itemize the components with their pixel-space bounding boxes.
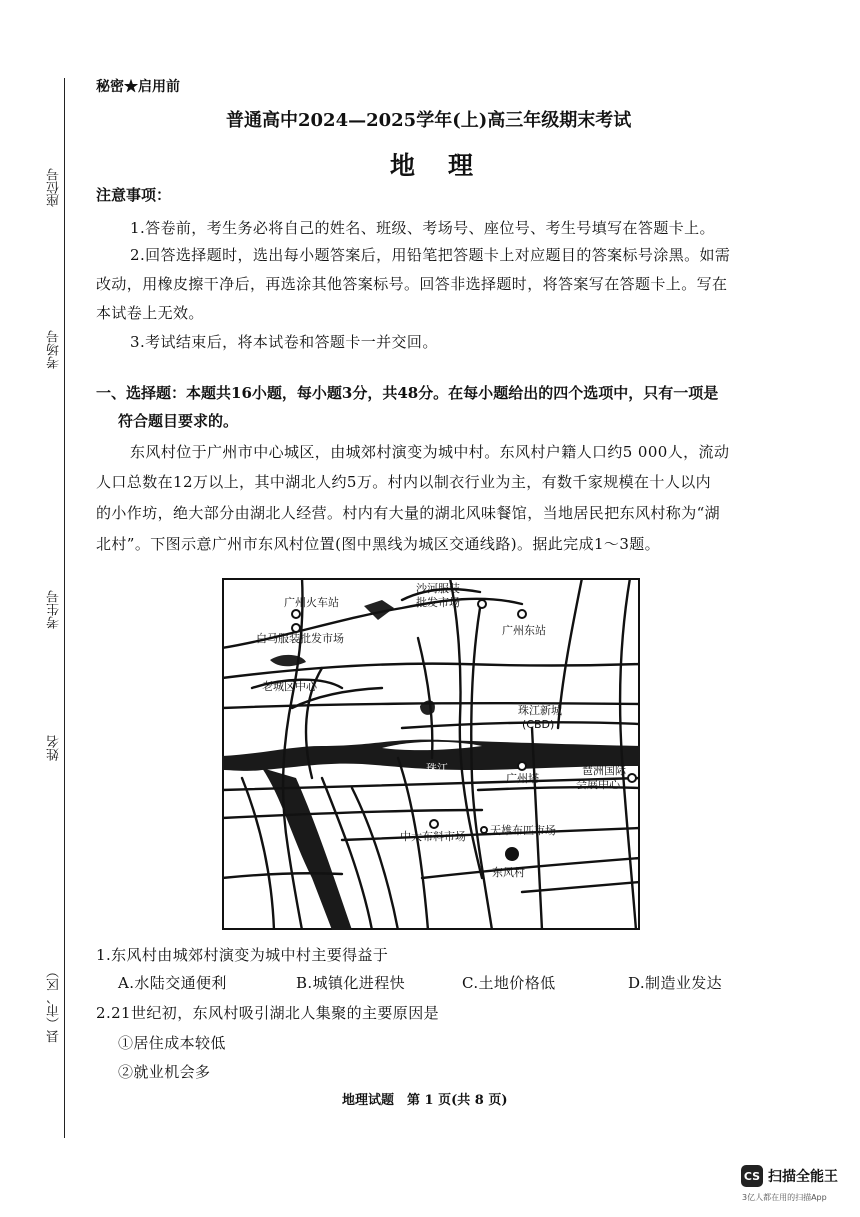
- label-zhongda-market: 中大布料市场: [400, 830, 466, 843]
- pazhou-center-point: [628, 774, 636, 782]
- passage-line-3: 的小作坊，绝大部分由湖北人经营。村内有大量的湖北风味餐馆，当地居民把东风村称为“湖: [96, 504, 721, 522]
- exam-title: 普通高中2024—2025学年(上)高三年级期末考试: [226, 110, 632, 131]
- camscanner-brand: 扫描全能王: [768, 1169, 838, 1185]
- label-old-city-center: 老城区中心: [262, 680, 317, 693]
- dongfeng-village-map: [222, 578, 640, 930]
- section-title-line-1: 一、选择题：本题共16小题，每小题3分，共48分。在每小题给出的四个选项中，只有一项是: [96, 384, 719, 402]
- label-guangzhou-station: 广州火车站: [284, 596, 339, 609]
- label-cbd: (CBD): [522, 718, 555, 731]
- label-canton-tower: 广州塔: [506, 772, 539, 785]
- question-1-option-d[interactable]: D.制造业发达: [628, 974, 723, 992]
- section-title-line-2: 符合题目要求的。: [118, 412, 239, 430]
- label-dongfeng-village: 东风村: [492, 866, 525, 879]
- question-1-option-b[interactable]: B.城镇化进程快: [296, 974, 405, 992]
- county-label: 县（市、区）: [47, 965, 62, 1043]
- note-item-2-line-3: 本试卷上无效。: [96, 304, 204, 322]
- question-1-option-a[interactable]: A.水陆交通便利: [118, 974, 227, 992]
- passage-line-4: 北村”。下图示意广州市东风村位置(图中黑线为城区交通线路)。据此完成1～3题。: [96, 535, 661, 553]
- confidential-mark: 秘密★启用前: [96, 79, 180, 95]
- label-zhujiang-new-city: 珠江新城: [518, 704, 562, 717]
- note-item-2-line-1: 2.回答选择题时，选出每小题答案后，用铅笔把答题卡上对应题目的答案标号涂黑。如需: [130, 246, 731, 264]
- label-guangzhou-east: 广州东站: [502, 624, 546, 637]
- note-item-2-line-2: 改动，用橡皮擦干净后，再选涂其他答案标号。回答非选择题时，将答案写在答题卡上。写在: [96, 275, 728, 293]
- binding-line: [64, 78, 65, 1138]
- passage-line-2: 人口总数在12万以上，其中湖北人约5万。村内以制衣行业为主，有数千家规模在十人以内: [96, 473, 712, 491]
- question-2-item-2: ②就业机会多: [118, 1063, 211, 1081]
- canton-tower-point: [518, 762, 526, 770]
- label-pearl-river: 珠江: [426, 762, 448, 775]
- question-2-stem: 2.21世纪初，东风村吸引湖北人集聚的主要原因是: [96, 1004, 440, 1022]
- subject-title: 地 理: [390, 151, 478, 180]
- tianxiong-market-point: [481, 827, 487, 833]
- seat-number-label: 座位号: [47, 168, 62, 207]
- label-baima-market: 白马服装批发市场: [256, 632, 344, 645]
- name-label: 姓名: [47, 735, 62, 761]
- label-tianxiong-market: 天雄布匹市场: [490, 824, 556, 837]
- guangzhou-east-point: [518, 610, 526, 618]
- label-shahe-line-2: 批发市场: [416, 596, 460, 609]
- label-shahe-line-1: 沙河服装: [416, 582, 460, 595]
- page-footer: 地理试题 第 1 页(共 8 页): [342, 1093, 508, 1108]
- notes-heading: 注意事项：: [96, 186, 172, 204]
- student-id-label: 考生号: [47, 590, 62, 629]
- passage-line-1: 东风村位于广州市中心城区，由城郊村演变为城中村。东风村户籍人口约5 000人，流动: [130, 443, 730, 461]
- camscanner-tagline: 3亿人都在用的扫描App: [742, 1193, 827, 1202]
- baima-market-point: [292, 624, 300, 632]
- label-pazhou-line-2: 会展中心: [576, 778, 620, 791]
- note-item-3: 3.考试结束后，将本试卷和答题卡一并交回。: [130, 333, 438, 351]
- camscanner-logo: CS: [741, 1165, 763, 1187]
- exam-room-label: 考场号: [47, 330, 62, 369]
- shahe-market-point: [478, 600, 486, 608]
- question-1-option-c[interactable]: C.土地价格低: [462, 974, 556, 992]
- dongfeng-village-point: [505, 847, 519, 861]
- note-item-1: 1.答卷前，考生务必将自己的姓名、班级、考场号、座位号、考生号填写在答题卡上。: [130, 219, 715, 237]
- label-pazhou-line-1: 琶洲国际: [582, 764, 626, 777]
- zhongda-market-point: [430, 820, 438, 828]
- question-1-stem: 1.东风村由城郊村演变为城中村主要得益于: [96, 946, 389, 964]
- guangzhou-station-point: [292, 610, 300, 618]
- question-2-item-1: ①居住成本较低: [118, 1034, 226, 1052]
